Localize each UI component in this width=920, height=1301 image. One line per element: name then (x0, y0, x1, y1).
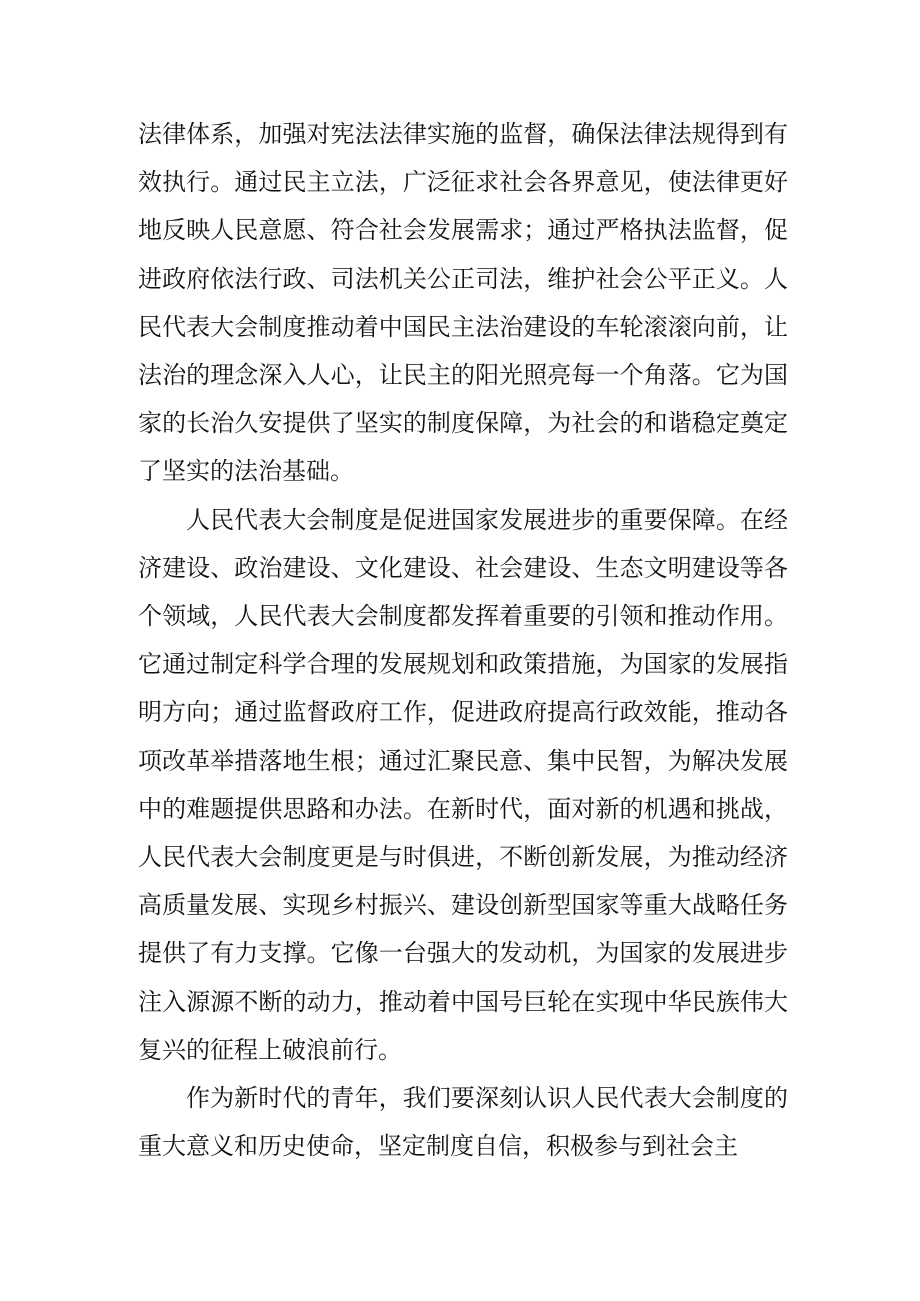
document-body (138, 110, 788, 1170)
paragraph-2: 人民代表大会制度是促进国家发展进步的重要保障。在经济建设、政治建设、文化建设、社会建设、生态文明建设等各个领域，人民代表大会制度都发挥着重要的引领和推动作用。它通过制定科学合理的发展规划和政策措施，为国家的发展指明方向；通过监督政府工作，促进政府提高行政效能，推动各项改革举措落地生根；通过汇聚民意、集中民智，为解决发展中的难题提供思路和办法。在新时代，面对新的机遇和挑战，人民代表大会制度更是与时俱进，不断创新发展，为推动经济高质量发展、实现乡村振兴、建设创新型国家等重大战略任务提供了有力支撑。它像一台强大的发动机，为国家的发展进步注入源源不断的动力，推动着中国号巨轮在实现中华民族伟大复兴的征程上破浪前行。 (138, 505, 788, 1064)
paragraph-1: 法律体系，加强对宪法法律实施的监督，确保法律法规得到有效执行。通过民主立法，广泛征求社会各界意见，使法律更好地反映人民意愿、符合社会发展需求；通过严格执法监督，促进政府依法行政、司法机关公正司法，维护社会公平正义。人民代表大会制度推动着中国民主法治建设的车轮滚滚向前，让法治的理念深入人心，让民主的阳光照亮每一个角落。它为国家的长治久安提供了坚实的制度保障，为社会的和谐稳定奠定了坚实的法治基础。 (138, 120, 788, 486)
paragraph-3: 作为新时代的青年，我们要深刻认识人民代表大会制度的重大意义和历史使命，坚定制度自信，积极参与到社会主 (138, 1084, 788, 1161)
